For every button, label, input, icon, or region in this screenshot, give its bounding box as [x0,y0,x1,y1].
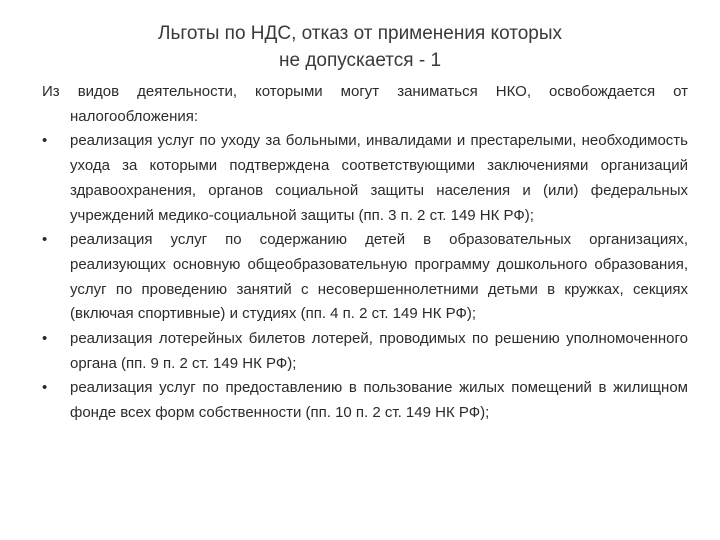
bullet-icon: • [42,379,48,397]
list-item [42,376,688,425]
slide-title [60,20,660,74]
list-item [42,129,688,228]
title-line-1: Льготы по НДС, отказ от применения которых [157,23,562,44]
list-item [42,327,688,376]
list-item-text: реализация лотерейных билетов лотерей, проводимых по решению уполномоченного органа (пп. 9 п. 2 ст. 149 НК РФ); [70,330,688,372]
list-item [42,228,688,327]
title-line-2: не допускается - 1 [278,50,442,71]
bullet-icon: • [42,330,48,348]
bullet-icon: • [42,132,48,150]
slide-body [42,80,688,426]
intro-text: Из видов деятельности, которыми могут заниматься НКО, освобождается от налогообложения: [42,83,688,125]
bullet-list [42,129,688,425]
bullet-icon: • [42,231,48,249]
list-item-text: реализация услуг по содержанию детей в образовательных организациях, реализующих основную общеобразовательную программу дошкольного образования, услуг по проведению занятий с несовершеннолетними детьми в кружках, секциях (включая спортивные) и студиях (пп. 4 п. 2 ст. 149 НК РФ); [70,231,688,323]
list-item-text: реализация услуг по уходу за больными, инвалидами и престарелыми, необходимость ухода за которыми подтверждена соответствующими заключениями организаций здравоохранения, органов социальной защиты населения и (или) федеральных учреждений медико-социальной защиты (пп. 3 п. 2 ст. 149 НК РФ); [70,132,688,224]
list-item-text: реализация услуг по предоставлению в пользование жилых помещений в жилищном фонде всех форм собственности (пп. 10 п. 2 ст. 149 НК РФ); [70,379,688,422]
